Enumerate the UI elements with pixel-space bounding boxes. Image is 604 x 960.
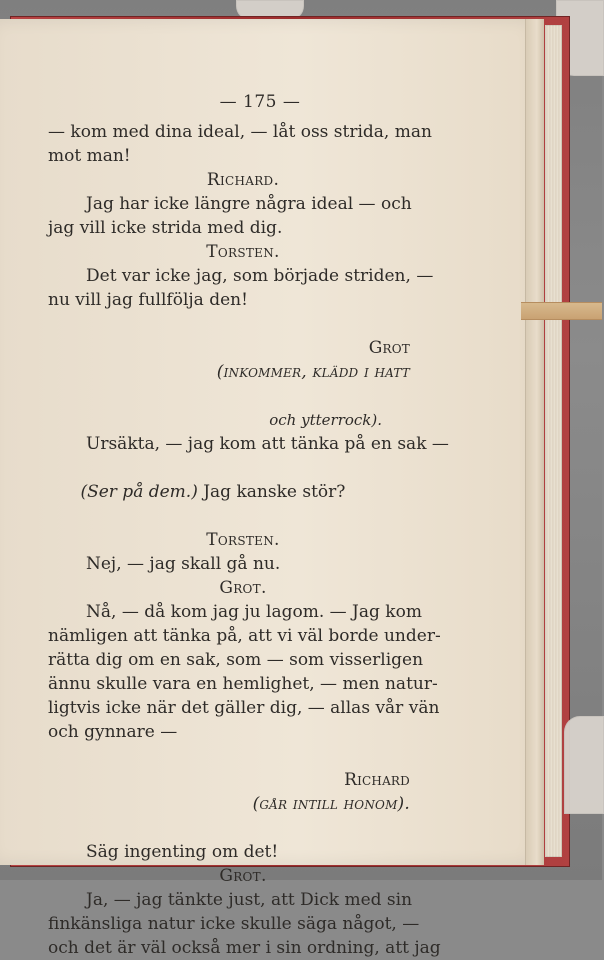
text-line-16: Nå, — då kom jag ju lagom. — Jag kom (86, 602, 422, 622)
page-number: — 175 — (219, 92, 301, 112)
text-line-2: mot man! (48, 146, 131, 166)
text-line-18: rätta dig om en sak, som — som visserligen (48, 650, 424, 670)
text-line-23: Säg ingenting om det! (86, 842, 279, 862)
text-line-12 (48, 456, 438, 528)
text-line-1: — kom med dina ideal, — låt oss strida, man (48, 122, 432, 142)
text-line-17: nämligen att tänka på, att vi väl borde under- (48, 626, 441, 646)
speaker-grot-3: Grot. (219, 866, 267, 886)
stage-direction-4: (går intill honom). (252, 794, 410, 814)
text-line-12-rest: Jag kanske stör? (197, 482, 346, 502)
stage-direction-3: (Ser på dem.) (80, 482, 198, 502)
speaker-richard: Richard. (206, 170, 280, 190)
speaker-richard-name: Richard (344, 770, 410, 790)
speaker-torsten-2: Torsten. (206, 530, 280, 550)
text-line-11: Ursäkta, — jag kom att tänka på en sak — (86, 434, 449, 454)
bookmark-ribbon (521, 302, 602, 320)
speaker-torsten: Torsten. (206, 242, 280, 262)
speaker-richard-entry (48, 744, 438, 840)
page-stack (545, 25, 562, 857)
speaker-grot-name: Grot (368, 338, 410, 358)
text-line-27: och det är väl också mer i sin ordning, att jag (48, 938, 441, 958)
text-line-21: och gynnare — (48, 722, 178, 742)
bottom-right-clip (564, 716, 604, 814)
stage-direction-2: och ytterrock). (269, 411, 382, 429)
page-content (48, 90, 449, 960)
text-line-26: finkänsliga natur icke skulle säga något, — (48, 914, 420, 934)
speaker-grot-2: Grot. (219, 578, 267, 598)
text-line-25: Ja, — jag tänkte just, att Dick med sin (86, 890, 413, 910)
text-line-8: nu vill jag fullfölja den! (48, 290, 248, 310)
text-line-4: Jag har icke längre några ideal — och (86, 194, 412, 214)
text-line-19: ännu skulle vara en hemlighet, — men natur- (48, 674, 438, 694)
page-edge (525, 19, 544, 865)
text-line-14: Nej, — jag skall gå nu. (86, 554, 281, 574)
stage-direction-1: (inkommer, klädd i hatt (216, 362, 410, 382)
speaker-grot-entry (48, 312, 438, 408)
text-line-20: ligtvis icke när det gäller dig, — allas vår vän (48, 698, 440, 718)
text-line-7: Det var icke jag, som började striden, — (86, 266, 434, 286)
text-line-5: jag vill icke strida med dig. (48, 218, 283, 238)
